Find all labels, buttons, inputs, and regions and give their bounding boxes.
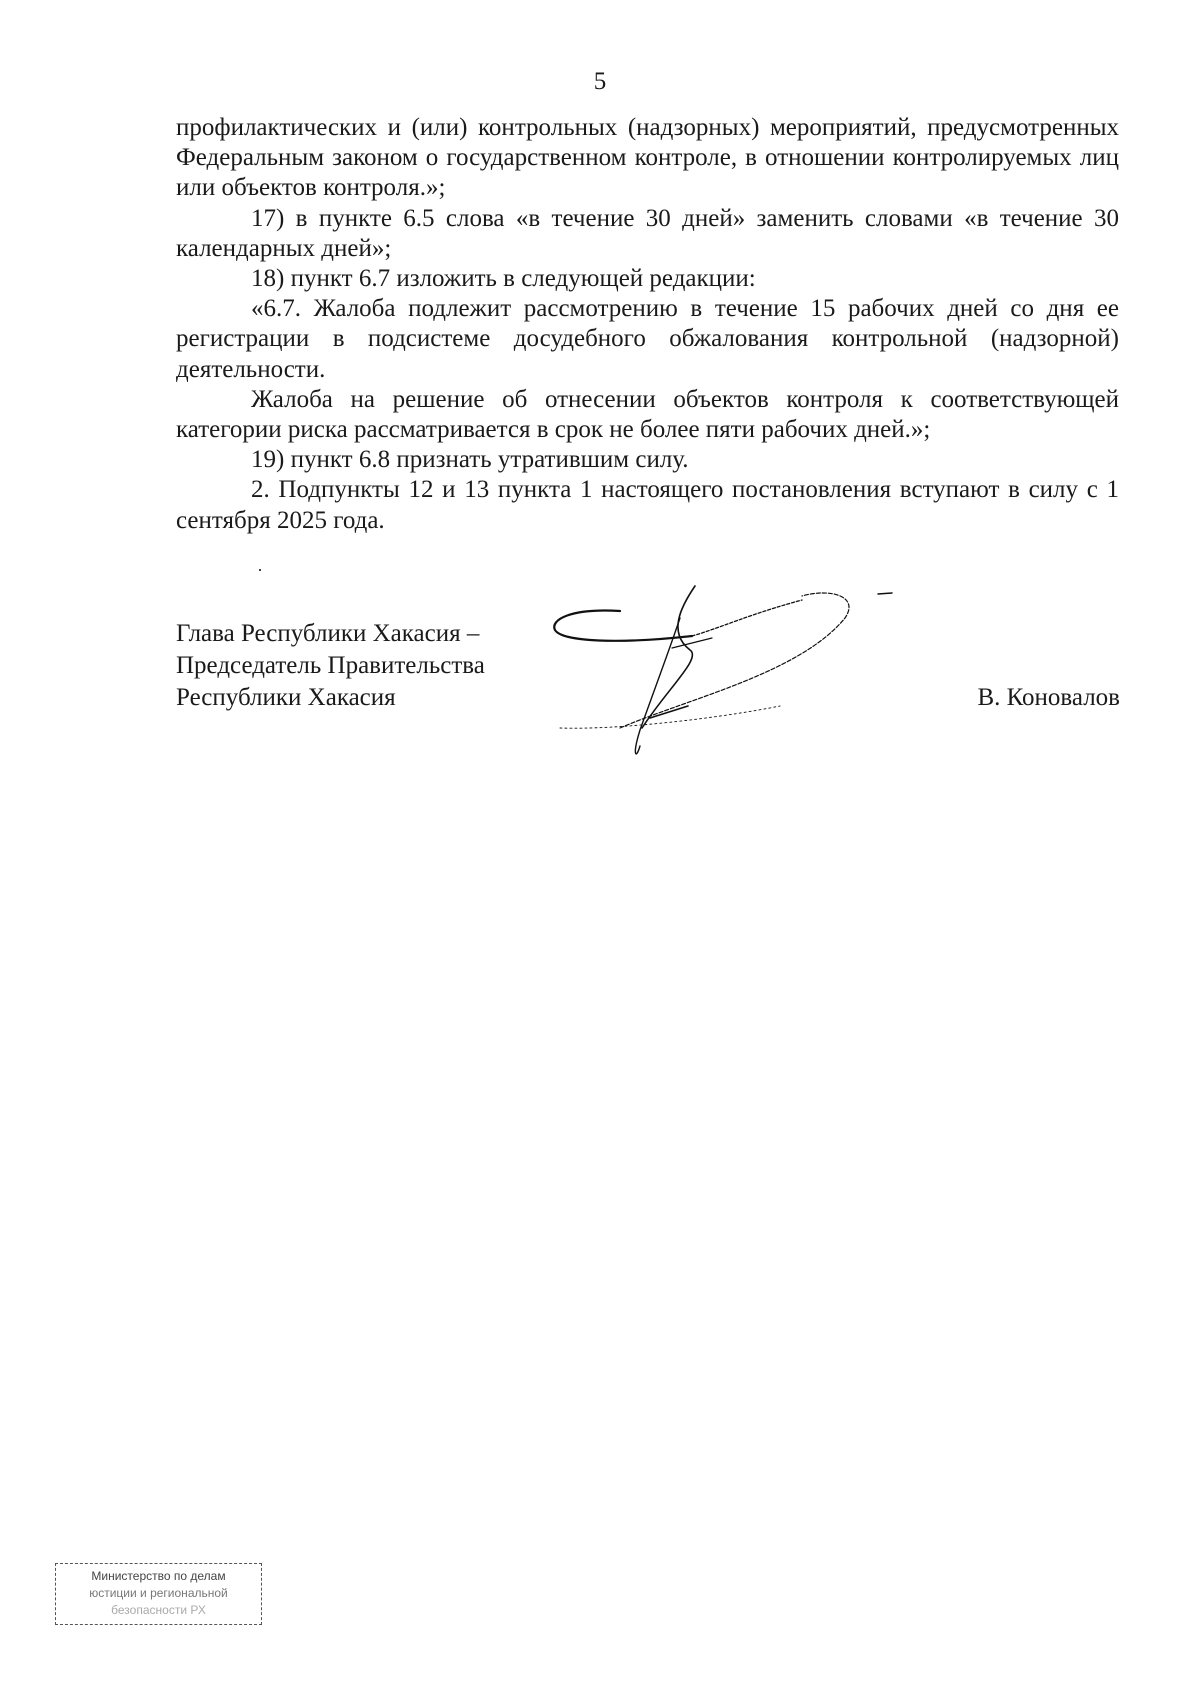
signature-stroke xyxy=(554,611,692,641)
signatory-position-line: Республики Хакасия xyxy=(176,684,396,711)
paragraph-item-18: 18) пункт 6.7 изложить в следующей редакции: xyxy=(251,265,756,293)
paragraph-item-19: 19) пункт 6.8 признать утратившим силу. xyxy=(251,446,689,474)
handwritten-signature xyxy=(540,578,900,768)
paragraph-continuation: профилактических и (или) контрольных (надзорных) мероприятий, предусмотренных Федеральным законом о государственном контроле, в отношении контролируемых лиц или объектов контроля.»; xyxy=(176,114,1119,202)
paragraph-item-17: 17) в пункте 6.5 слова «в течение 30 дней» заменить словами «в течение 30 календарных дней»; xyxy=(176,204,1119,262)
stamp-line: юстиции и региональной xyxy=(89,1586,228,1600)
signature-stroke xyxy=(560,706,780,728)
signer-name: В. Коновалов xyxy=(977,684,1120,711)
signature-stroke xyxy=(878,593,892,594)
stamp-line: Министерство по делам xyxy=(91,1569,226,1583)
signature-stroke xyxy=(620,593,849,728)
paragraph-complaint-risk: Жалоба на решение об отнесении объектов контроля к соответствующей категории риска рассматривается в срок не более пяти рабочих дней.»; xyxy=(176,385,1119,444)
stray-mark xyxy=(259,569,261,571)
signatory-position-line: Глава Республики Хакасия – xyxy=(176,620,480,647)
stamp-line: безопасности РХ xyxy=(111,1603,206,1617)
signatory-position-line: Председатель Правительства xyxy=(176,652,485,679)
signatory-position xyxy=(176,618,485,714)
page-number: 5 xyxy=(593,68,607,95)
document-body xyxy=(176,113,1119,536)
paragraph-quote-6-7: «6.7. Жалоба подлежит рассмотрению в течение 15 рабочих дней со дня ее регистрации в подсистеме досудебного обжалования контрольной (надзорной) деятельности. xyxy=(176,295,1119,383)
signature-stroke xyxy=(692,600,802,636)
paragraph-point-2: 2. Подпункты 12 и 13 пункта 1 настоящего постановления вступают в силу с 1 сентября 2025 года. xyxy=(176,476,1119,534)
ministry-stamp xyxy=(55,1563,262,1625)
signature-stroke xyxy=(672,638,712,648)
